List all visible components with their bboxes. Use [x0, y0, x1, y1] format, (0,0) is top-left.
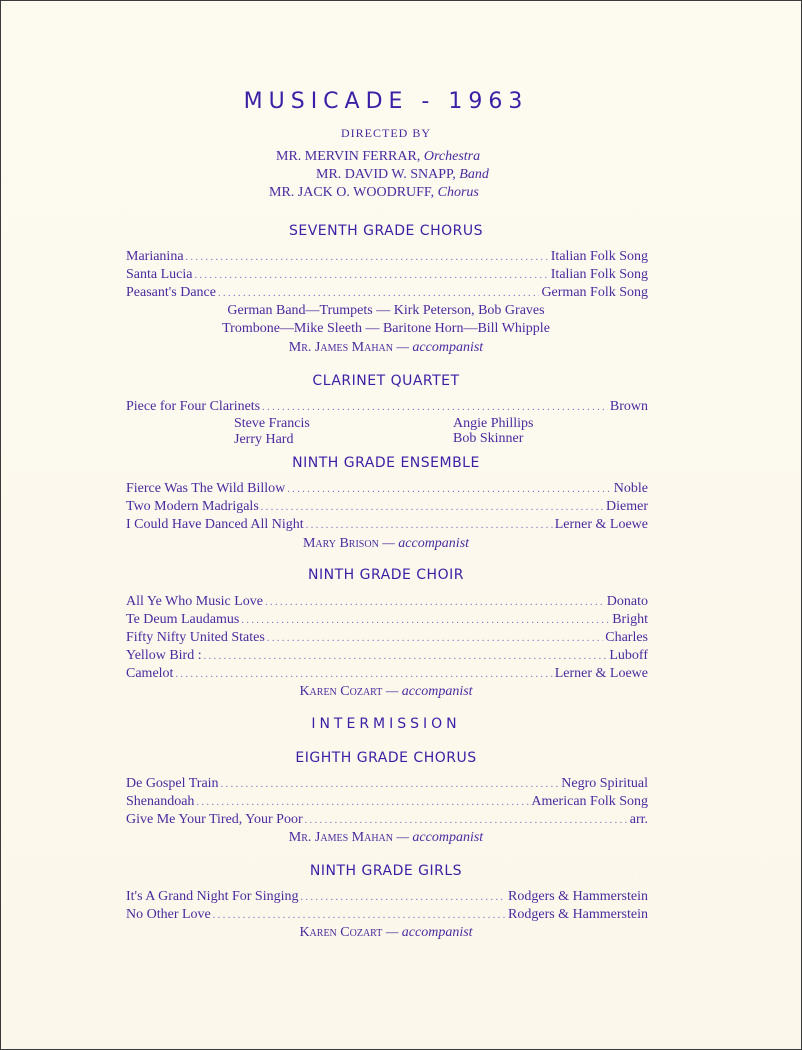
piece-composer: Lerner & Loewe — [554, 666, 648, 681]
program-item — [126, 399, 648, 415]
leader-dots — [218, 285, 539, 301]
program-item — [126, 499, 648, 515]
program-item — [126, 594, 648, 610]
intermission-heading: INTERMISSION — [311, 716, 461, 732]
program-item — [126, 630, 648, 646]
accompanist-line — [1, 830, 771, 846]
piece-title: Fierce Was The Wild Billow — [126, 481, 286, 496]
accompanist-role: — accompanist — [382, 536, 470, 551]
piece-title: Shenandoah — [126, 794, 195, 809]
piece-title: I Could Have Danced All Night — [126, 517, 304, 532]
accompanist-name: Karen Cozart — [299, 684, 383, 699]
leader-dots — [261, 499, 604, 515]
piece-title: No Other Love — [126, 907, 211, 922]
leader-dots — [221, 776, 560, 792]
program-item — [126, 666, 648, 682]
director-name: MR. JACK O. WOODRUFF, — [269, 185, 435, 200]
program-item — [126, 776, 648, 792]
accompanist-role: — accompanist — [396, 830, 484, 845]
piece-composer: Diemer — [606, 499, 648, 514]
program-title: MUSICADE - 1963 — [243, 89, 529, 114]
accompanist-name: Mr. James Mahan — [288, 830, 393, 845]
piece-composer: Negro Spiritual — [561, 776, 648, 791]
player-name: Angie Phillips — [453, 416, 534, 431]
section-heading: NINTH GRADE CHOIR — [308, 567, 464, 583]
player-name: Steve Francis — [234, 416, 310, 431]
piece-composer: Lerner & Loewe — [554, 517, 648, 532]
accompanist-line — [1, 684, 771, 700]
section-heading: NINTH GRADE GIRLS — [309, 863, 463, 879]
accompanist-name: Karen Cozart — [299, 925, 383, 940]
program-item — [126, 648, 648, 664]
piece-composer: Brown — [609, 399, 648, 414]
piece-composer: German Folk Song — [541, 285, 648, 300]
piece-composer: Rodgers & Hammerstein — [508, 889, 648, 904]
leader-dots — [213, 907, 506, 923]
leader-dots — [204, 648, 608, 664]
director-role: Orchestra — [423, 149, 481, 164]
piece-title: Te Deum Laudamus — [126, 612, 240, 627]
director-role: Band — [459, 167, 489, 182]
piece-title: Yellow Bird : — [126, 648, 202, 663]
director-name: MR. MERVIN FERRAR, — [276, 149, 421, 164]
leader-dots — [196, 794, 529, 810]
program-item — [126, 907, 648, 923]
accompanist-line — [1, 536, 771, 552]
performer-note: German Band—Trumpets — Kirk Peterson, Bob Graves — [227, 303, 545, 318]
section-heading: CLARINET QUARTET — [312, 373, 460, 389]
program-item — [126, 267, 648, 283]
program-item — [126, 517, 648, 533]
piece-title: Fifty Nifty United States — [126, 630, 265, 645]
accompanist-role: — accompanist — [385, 925, 473, 940]
accompanist-role: — accompanist — [385, 684, 473, 699]
piece-title: Peasant's Dance — [126, 285, 216, 300]
performer-note: Trombone—Mike Sleeth — Baritone Horn—Bill Whipple — [222, 321, 550, 336]
piece-composer: Rodgers & Hammerstein — [508, 907, 648, 922]
piece-title: Piece for Four Clarinets — [126, 399, 261, 414]
piece-title: Camelot — [126, 666, 174, 681]
program-item — [126, 812, 648, 828]
piece-title: De Gospel Train — [126, 776, 219, 791]
piece-composer: Italian Folk Song — [550, 249, 648, 264]
accompanist-name: Mr. James Mahan — [288, 340, 393, 355]
accompanist-line — [1, 340, 771, 356]
section-heading: SEVENTH GRADE CHORUS — [288, 223, 483, 239]
section-heading: EIGHTH GRADE CHORUS — [295, 750, 477, 766]
director-name: MR. DAVID W. SNAPP, — [316, 167, 456, 182]
leader-dots — [241, 612, 610, 628]
piece-title: All Ye Who Music Love — [126, 594, 264, 609]
piece-title: It's A Grand Night For Singing — [126, 889, 299, 904]
program-item — [126, 481, 648, 497]
piece-composer: Bright — [612, 612, 648, 627]
leader-dots — [186, 249, 549, 265]
piece-title: Santa Lucia — [126, 267, 193, 282]
piece-composer: arr. — [629, 812, 648, 827]
director-chorus — [269, 185, 479, 201]
leader-dots — [265, 594, 605, 610]
piece-title: Marianina — [126, 249, 184, 264]
accompanist-role: — accompanist — [396, 340, 484, 355]
leader-dots — [194, 267, 548, 283]
leader-dots — [305, 812, 628, 828]
piece-composer: American Folk Song — [531, 794, 648, 809]
program-item — [126, 249, 648, 265]
program-item — [126, 285, 648, 301]
player-name: Bob Skinner — [453, 431, 524, 446]
piece-composer: Charles — [605, 630, 648, 645]
director-orchestra — [276, 149, 480, 165]
accompanist-line — [1, 925, 771, 941]
leader-dots — [306, 517, 553, 533]
piece-title: Give Me Your Tired, Your Poor — [126, 812, 303, 827]
piece-composer: Noble — [613, 481, 648, 496]
leader-dots — [175, 666, 552, 682]
section-heading: NINTH GRADE ENSEMBLE — [292, 455, 480, 471]
director-band — [316, 167, 489, 183]
piece-title: Two Modern Madrigals — [126, 499, 259, 514]
program-item — [126, 612, 648, 628]
accompanist-name: Mary Brison — [302, 536, 379, 551]
director-role: Chorus — [437, 185, 479, 200]
program-item — [126, 889, 648, 905]
leader-dots — [262, 399, 608, 415]
program-item — [126, 794, 648, 810]
player-name: Jerry Hard — [234, 432, 294, 447]
piece-composer: Luboff — [609, 648, 648, 663]
leader-dots — [267, 630, 603, 646]
leader-dots — [300, 889, 506, 905]
leader-dots — [287, 481, 611, 497]
piece-composer: Italian Folk Song — [550, 267, 648, 282]
piece-composer: Donato — [606, 594, 648, 609]
directed-by-label: DIRECTED BY — [341, 126, 431, 140]
